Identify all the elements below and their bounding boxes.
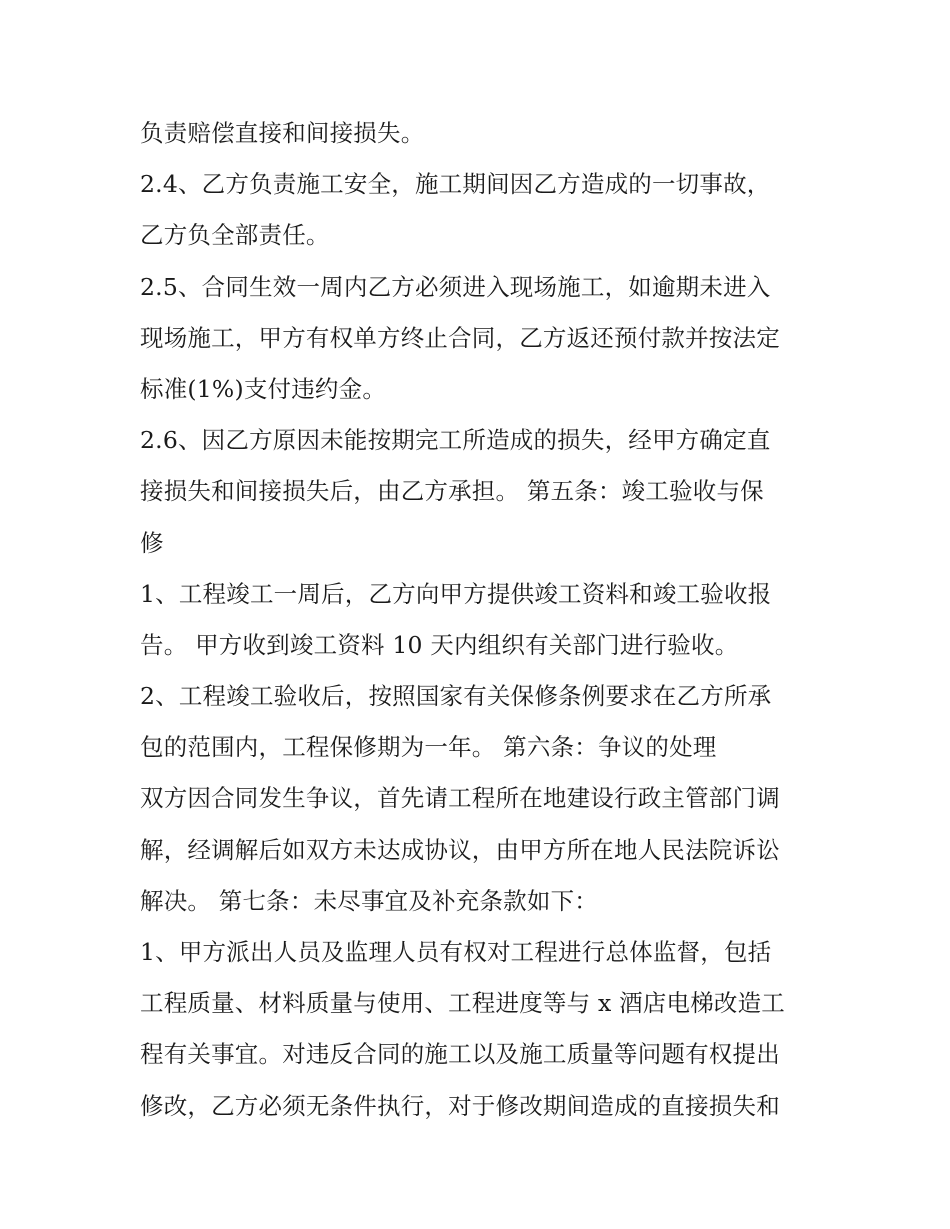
text-line: 现场施工，甲方有权单方终止合同，乙方返还预付款并按法定 — [140, 323, 780, 352]
text-line: 1、甲方派出人员及监理人员有权对工程进行总体监督，包括 — [140, 938, 772, 966]
text-line: 标准(1%)支付违约金。 — [140, 374, 387, 403]
text-line: 解决。 第七条：未尽事宜及补充条款如下： — [140, 886, 598, 915]
text-line: 双方因合同发生争议，首先请工程所在地建设行政主管部门调 — [140, 784, 780, 813]
text-line: 2.4、乙方负责施工安全，施工期间因乙方造成的一切事故， — [140, 170, 771, 199]
text-line: 负责赔偿直接和间接损失。 — [140, 119, 425, 147]
text-line: 2、工程竣工验收后，按照国家有关保修条例要求在乙方所承 — [140, 682, 772, 711]
text-line: 接损失和间接损失后，由乙方承担。 第五条：竣工验收与保 — [140, 477, 764, 506]
text-line: 包的范围内，工程保修期为一年。 第六条：争议的处理 — [140, 733, 717, 762]
text-line: 修 — [140, 528, 164, 557]
text-line: 2.6、因乙方原因未能按期完工所造成的损失，经甲方确定直 — [140, 426, 771, 455]
text-line: 修改，乙方必须无条件执行，对于修改期间造成的直接损失和 — [140, 1091, 780, 1120]
text-line: 2.5、合同生效一周内乙方必须进入现场施工，如逾期未进入 — [140, 272, 771, 301]
contract-text — [140, 108, 820, 1132]
text-line: 乙方负全部责任。 — [140, 221, 330, 250]
text-line: 告。 甲方收到竣工资料 10 天内组织有关部门进行验收。 — [140, 630, 739, 659]
text-line: 工程质量、材料质量与使用、工程进度等与 x 酒店电梯改造工 — [140, 989, 785, 1018]
text-line: 1、工程竣工一周后，乙方向甲方提供竣工资料和竣工验收报 — [140, 579, 772, 608]
text-line: 程有关事宜。对违反合同的施工以及施工质量等问题有权提出 — [140, 1040, 780, 1069]
text-line: 解，经调解后如双方未达成协议，由甲方所在地人民法院诉讼 — [140, 835, 780, 864]
